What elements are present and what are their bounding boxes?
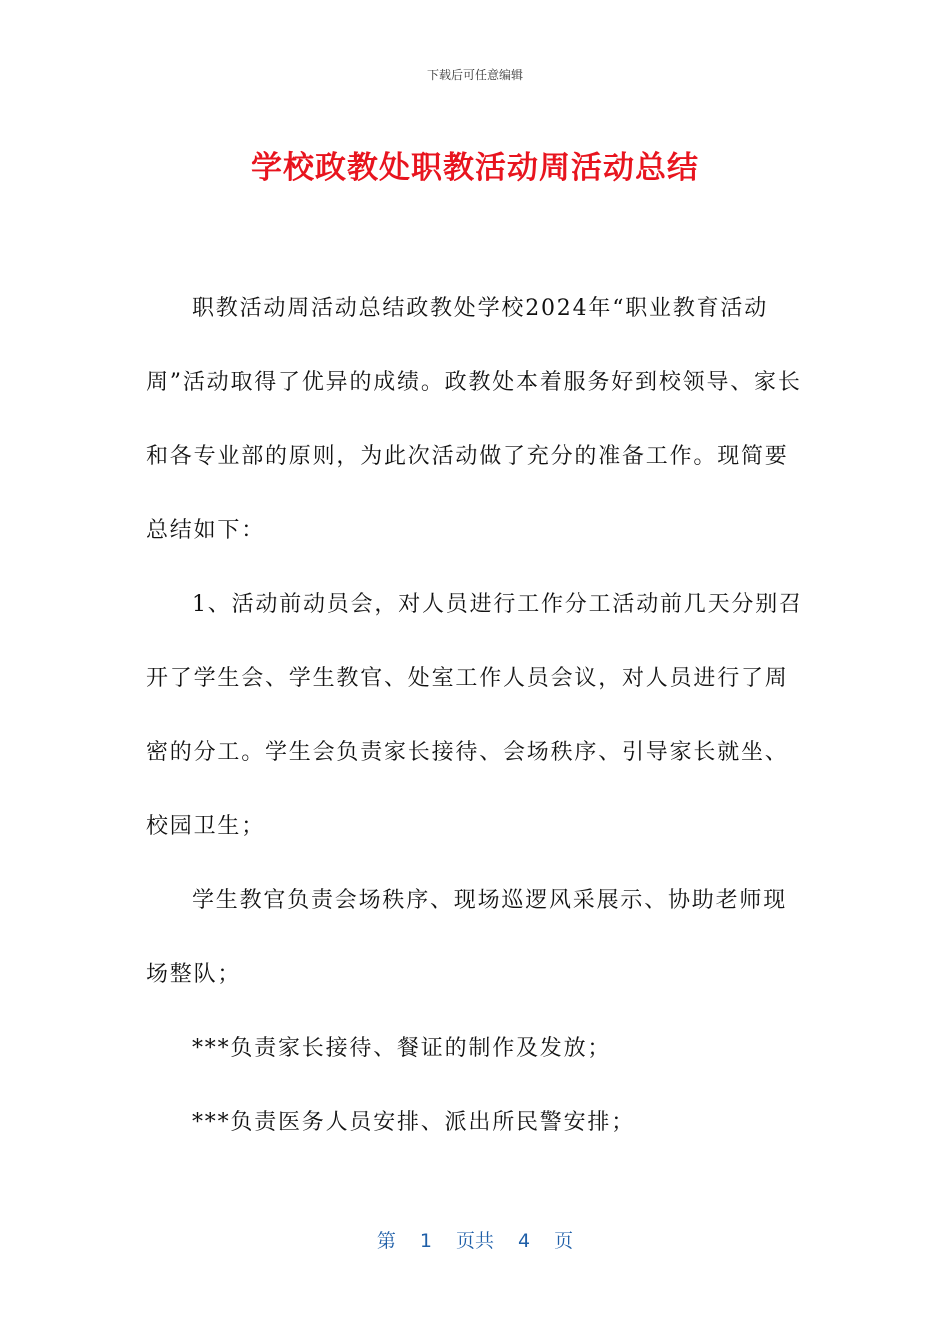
footer-total-pages: 4 bbox=[518, 1230, 531, 1252]
paragraph-medical-staff: ***负责医务人员安排、派出所民警安排； bbox=[192, 1110, 636, 1135]
document-body bbox=[146, 272, 810, 1160]
footer-mid: 页共 bbox=[455, 1230, 494, 1252]
paragraph-item-1: 1、活动前动员会，对人员进行工作分工活动前几天分别召开了学生会、学生教官、处室工作人员会议，对人员进行了周密的分工。学生会负责家长接待、会场秩序、引导家长就坐、校园卫生； bbox=[146, 592, 803, 839]
footer-prefix: 第 bbox=[376, 1230, 396, 1252]
header-note: 下载后可任意编辑 bbox=[426, 68, 523, 82]
document-title: 学校政教处职教活动周活动总结 bbox=[251, 150, 699, 186]
paragraph-parent-reception: ***负责家长接待、餐证的制作及发放； bbox=[192, 1036, 612, 1061]
footer-suffix: 页 bbox=[554, 1230, 574, 1252]
footer-current-page: 1 bbox=[419, 1230, 432, 1252]
paragraph-intro: 职教活动周活动总结政教处学校2024年“职业教育活动周”活动取得了优异的成绩。政教处本着服务好到校领导、家长和各专业部的原则，为此次活动做了充分的准备工作。现简要总结如下： bbox=[146, 296, 802, 543]
paragraph-student-officers: 学生教官负责会场秩序、现场巡逻风采展示、协助老师现场整队； bbox=[146, 888, 788, 987]
page-footer bbox=[0, 1226, 950, 1253]
